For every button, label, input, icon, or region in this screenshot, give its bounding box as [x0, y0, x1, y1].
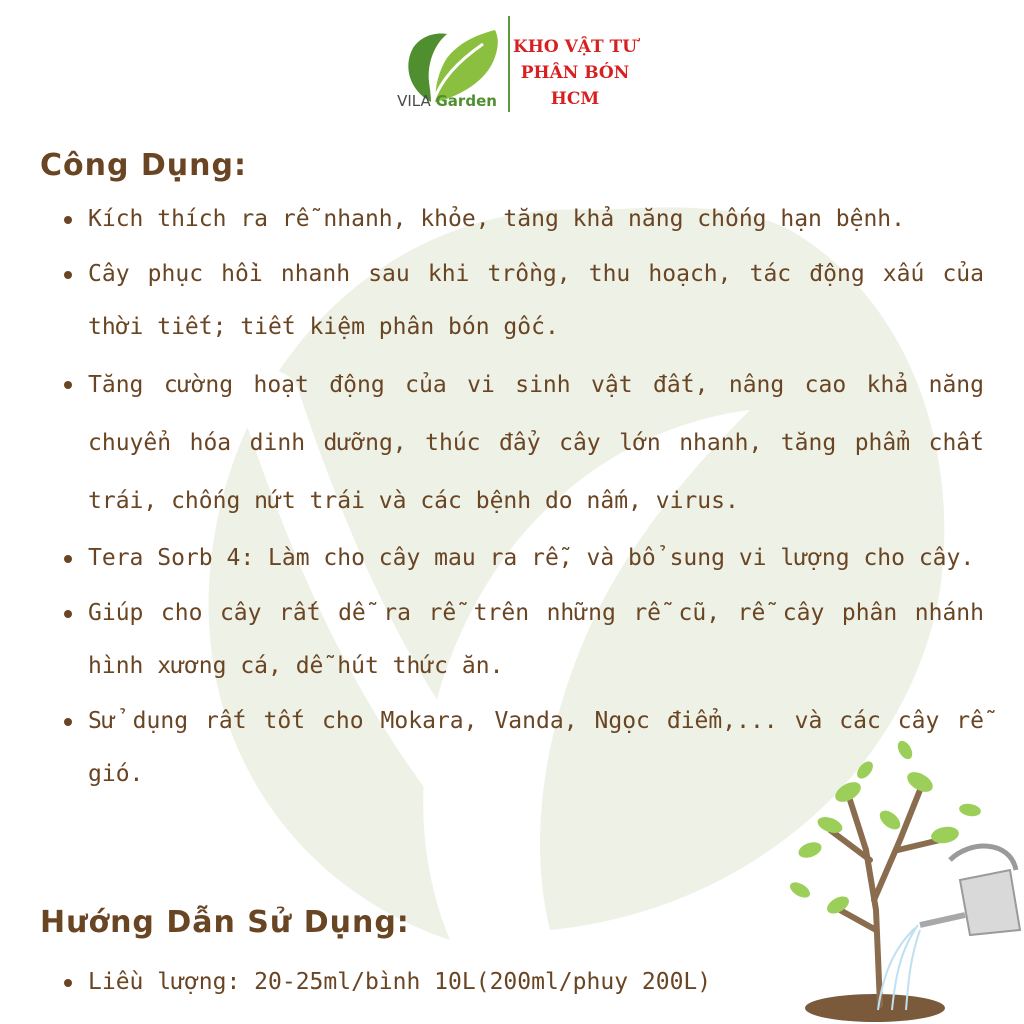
brand-name-prefix: VILA — [397, 92, 431, 110]
list-item: Tăng cường hoạt động của vi sinh vật đất, nâng cao khả năng chuyển hóa dinh dưỡng, thúc đẩy cây lớn nhanh, tăng phẩm chất trái, chống nứt trái và các bệnh do nấm, virus. — [62, 356, 984, 530]
uses-heading: Công Dụng: — [40, 148, 247, 183]
brand-name-suffix: Garden — [435, 92, 497, 110]
list-item: Cây phục hồi nhanh sau khi trồng, thu hoạch, tác động xấu của thời tiết; tiết kiệm phân bón gốc. — [62, 248, 984, 354]
list-item: Tera Sorb 4: Làm cho cây mau ra rễ, và bổ sung vi lượng cho cây. — [62, 532, 984, 585]
tagline-line-1: KHO VẬT TƯ — [513, 37, 637, 57]
instructions-list — [62, 962, 822, 1002]
tagline-line-2: PHÂN BÓN — [520, 63, 630, 83]
list-item: Kích thích ra rễ nhanh, khỏe, tăng khả năng chống hạn bệnh. — [62, 193, 984, 246]
list-item: Giúp cho cây rất dễ ra rễ trên những rễ cũ, rễ cây phân nhánh hình xương cá, dễ hút thức ăn. — [62, 587, 984, 693]
uses-list — [62, 193, 984, 803]
list-item: Sử dụng rất tốt cho Mokara, Vanda, Ngọc điểm,... và các cây rễ gió. — [62, 695, 984, 801]
tagline-line-3: HCM — [550, 89, 600, 109]
list-item: Liều lượng: 20-25ml/bình 10L(200ml/phuy 200L) — [62, 962, 822, 1002]
instructions-heading: Hướng Dẫn Sử Dụng: — [40, 905, 410, 940]
